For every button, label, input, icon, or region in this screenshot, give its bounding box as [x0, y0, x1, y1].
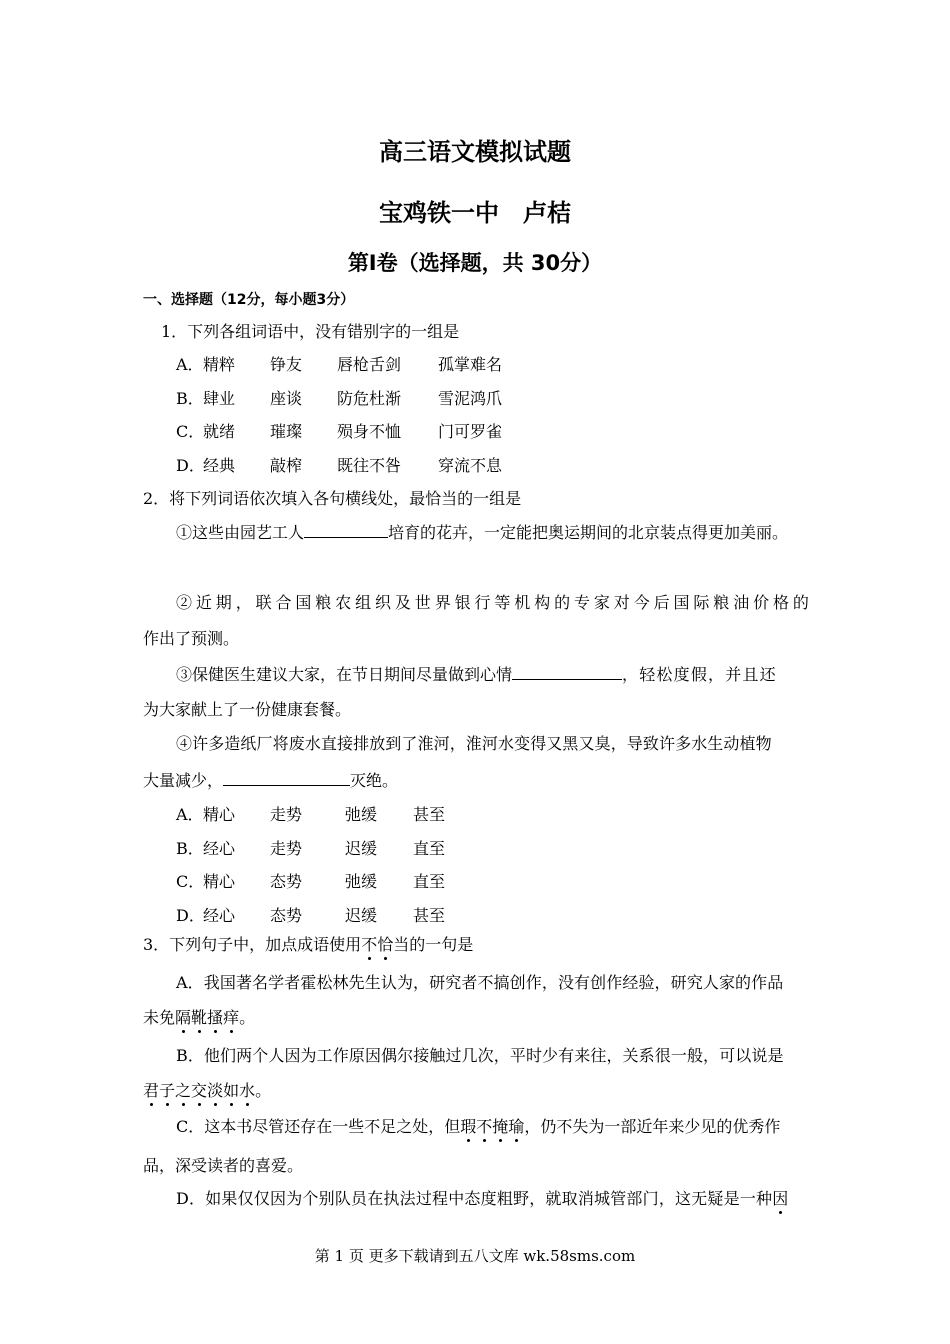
question-2-sentence-2: ②近期，联合国粮农组织及世界银行等机构的专家对今后国际粮油价格的 — [176, 593, 813, 612]
question-2-sentence-4: ④许多造纸厂将废水直接排放到了淮河，淮河水变得又黑又臭，导致许多水生动植物 — [176, 734, 772, 753]
option-word: 雪泥鸿爪 — [438, 388, 503, 408]
question-1-option-row — [176, 422, 538, 442]
option-word: 既往不咎 — [337, 455, 402, 475]
option-text: 。 — [239, 1008, 256, 1027]
dotted-idiom — [460, 1117, 524, 1136]
option-text: ，仍不失为一部近年来少见的优秀作 — [524, 1117, 781, 1136]
option-word: 殒身不恤 — [337, 422, 402, 441]
emphasis-char: 交 — [191, 1081, 208, 1100]
option-word: 孤掌难名 — [438, 355, 503, 374]
question-3-option-a: A．我国著名学者霍松林先生认为，研究者不搞创作，没有创作经验，研究人家的作品 — [176, 973, 784, 992]
option-word: 迟缓 — [345, 905, 378, 925]
sentence-text: 灭绝。 — [350, 771, 399, 790]
emphasis-char: 靴 — [191, 1008, 208, 1027]
option-word: 精心 — [203, 805, 236, 824]
option-label: C． — [176, 872, 205, 891]
option-word: 态势 — [270, 872, 303, 891]
question-2-sentence-2-cont: 作出了预测。 — [143, 629, 240, 648]
option-label: A． — [176, 805, 204, 824]
author-line: 宝鸡铁一中 卢桔 — [379, 199, 571, 227]
emphasis-char: 搔 — [207, 1008, 224, 1027]
question-2-option-row — [176, 805, 473, 825]
dotted-idiom — [143, 1081, 255, 1100]
question-2-sentence-3-cont: 为大家献上了一份健康套餐。 — [143, 700, 352, 719]
option-label: A． — [176, 355, 204, 374]
question-3-option-c-cont: 品，深受读者的喜爱。 — [143, 1156, 304, 1175]
option-text: 未免 — [143, 1008, 176, 1027]
stem-text: 当的一句是 — [393, 935, 474, 954]
fill-blank — [223, 770, 350, 786]
option-label: B． — [176, 838, 204, 858]
question-2-option-row — [176, 839, 473, 859]
question-3-option-d — [176, 1189, 788, 1209]
option-word: 穿流不息 — [438, 455, 503, 475]
fill-blank — [304, 522, 388, 538]
option-word: 唇枪舌剑 — [337, 355, 402, 374]
option-text: 。 — [255, 1081, 272, 1100]
option-word: 经心 — [203, 838, 236, 858]
option-word: 弛缓 — [345, 805, 378, 824]
emphasis-char: 如 — [223, 1081, 240, 1100]
emphasis-char: 不 — [361, 935, 378, 954]
option-label: D． — [176, 455, 205, 475]
question-2-sentence-1 — [176, 522, 788, 543]
option-word: 甚至 — [413, 905, 446, 925]
emphasis-char: 之 — [175, 1081, 192, 1100]
emphasis-char: 水 — [239, 1081, 256, 1100]
option-word: 门可罗雀 — [438, 422, 503, 441]
option-label: B． — [176, 388, 204, 408]
option-word: 精心 — [203, 872, 236, 891]
question-2-option-row — [176, 872, 473, 892]
sentence-text: 培育的花卉，一定能把奥运期间的北京装点得更加美丽。 — [388, 523, 789, 542]
question-1-option-row — [176, 389, 538, 409]
option-word: 经典 — [203, 455, 236, 475]
section-heading: 一、选择题（12分，每小题3分） — [143, 292, 355, 308]
emphasis-char: 痒 — [223, 1008, 240, 1027]
option-word: 走势 — [270, 838, 303, 858]
option-word: 座谈 — [270, 388, 303, 408]
question-3-stem — [143, 935, 473, 955]
question-3-option-c — [176, 1117, 780, 1137]
fill-blank — [512, 664, 622, 680]
option-word: 直至 — [413, 872, 446, 891]
dotted-idiom — [175, 1008, 239, 1027]
option-word: 就绪 — [203, 422, 236, 441]
stem-text: 3．下列句子中，加点成语使用 — [143, 935, 362, 954]
option-text: D．如果仅仅因为个别队员在执法过程中态度粗野，就取消城管部门，这无疑是一种 — [176, 1189, 773, 1208]
option-word: 直至 — [413, 838, 446, 858]
question-3-option-a-cont — [143, 1008, 255, 1028]
question-1-stem: 1．下列各组词语中，没有错别字的一组是 — [161, 322, 460, 341]
option-word: 态势 — [270, 905, 303, 925]
emphasis-char: 隔 — [175, 1008, 192, 1027]
option-word: 走势 — [270, 805, 303, 824]
option-word: 甚至 — [413, 805, 446, 824]
emphasis-char: 恰 — [377, 935, 394, 954]
emphasis-char: 瑕 — [460, 1117, 477, 1136]
option-word: 璀璨 — [270, 422, 303, 441]
option-word: 经心 — [203, 905, 236, 925]
option-word: 精粹 — [203, 355, 236, 374]
question-2-stem: 2．将下列词语依次填入各句横线处，最恰当的一组是 — [143, 489, 522, 508]
option-word: 防危杜渐 — [337, 388, 402, 408]
question-2-sentence-4-cont — [143, 770, 398, 791]
option-label: C． — [176, 422, 205, 441]
emphasis-char: 掩 — [492, 1117, 509, 1136]
option-word: 敲榨 — [270, 455, 303, 475]
sentence-text: ③保健医生建议大家，在节日期间尽量做到心情 — [176, 665, 513, 684]
option-label: D． — [176, 905, 205, 925]
sentence-text: ①这些由园艺工人 — [176, 523, 305, 542]
page-footer: 第 1 页 更多下载请到五八文库 wk.58sms.com — [314, 1247, 636, 1265]
option-word: 肆业 — [203, 388, 236, 408]
option-word: 弛缓 — [345, 872, 378, 891]
emphasis-char: 子 — [159, 1081, 176, 1100]
emphasis-char: 不 — [476, 1117, 493, 1136]
question-2-sentence-3 — [176, 664, 777, 685]
sentence-text: 大量减少， — [143, 771, 224, 790]
sentence-text: ，轻松度假，并且还 — [622, 665, 777, 684]
emphasis-char: 君 — [143, 1081, 160, 1100]
part-title: 第Ⅰ卷（选择题，共 30分） — [347, 251, 603, 275]
question-3-option-b: B．他们两个人因为工作原因偶尔接触过几次，平时少有来往，关系很一般，可以说是 — [176, 1046, 784, 1065]
emphasis-char: 因 — [772, 1189, 789, 1208]
question-1-option-row — [176, 456, 538, 476]
page-title: 高三语文模拟试题 — [379, 138, 571, 166]
question-3-option-b-cont — [143, 1081, 271, 1101]
question-1-option-row — [176, 355, 538, 375]
question-2-option-row — [176, 906, 473, 926]
option-word: 铮友 — [270, 355, 303, 374]
option-text: C．这本书尽管还存在一些不足之处，但 — [176, 1117, 461, 1136]
emphasis-char: 瑜 — [508, 1117, 525, 1136]
emphasis-char: 淡 — [207, 1081, 224, 1100]
option-word: 迟缓 — [345, 838, 378, 858]
